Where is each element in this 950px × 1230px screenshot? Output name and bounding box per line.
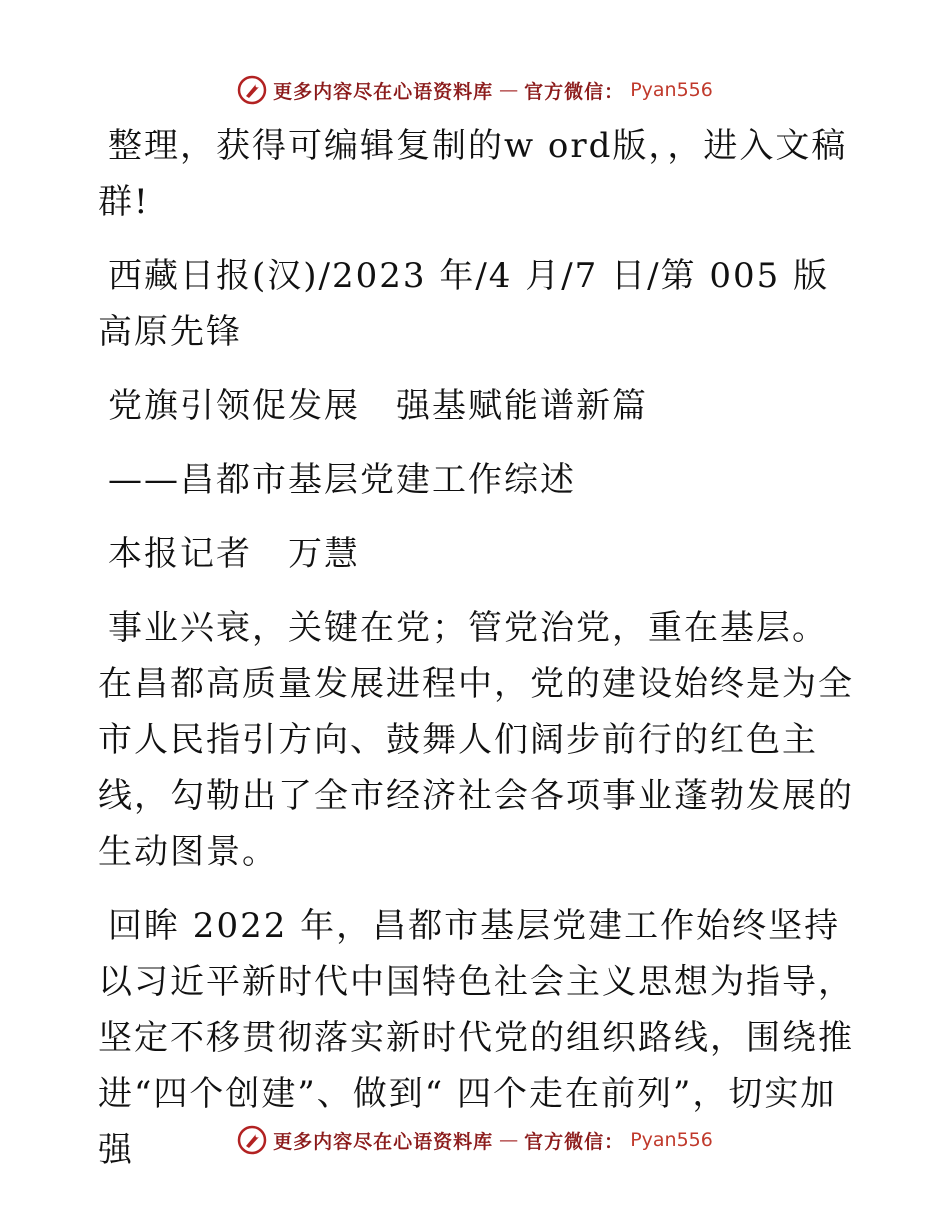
banner-wechat-label: 官方微信： (524, 80, 625, 103)
paragraph-source: 西藏日报(汉)/2023 年/4 月/7 日/第 005 版高原先锋 (98, 256, 830, 352)
article-title: 党旗引领促发展 强基赋能谱新篇 (108, 386, 648, 426)
banner-separator: — (499, 79, 519, 101)
banner-separator: — (499, 1129, 519, 1151)
paragraph-body-1: 事业兴衰，关键在党；管党治党，重在基层。在昌都高质量发展进程中，党的建设始终是为全市人民指引方向、鼓舞人们阔步前行的红色主线，勾勒出了全市经济社会各项事业蓬勃发展的生动图景。 (98, 608, 854, 872)
article-byline: 本报记者 万慧 (108, 534, 360, 574)
pen-circle-logo-icon (237, 75, 267, 105)
header-banner (0, 70, 950, 110)
paragraph-intro: 整理，获得可编辑复制的w ord版，，进入文稿群! (98, 126, 848, 222)
banner-text: 更多内容尽在心语资料库 (273, 80, 494, 103)
banner-text: 更多内容尽在心语资料库 (273, 1130, 494, 1153)
banner-wechat-id: Pyan556 (630, 79, 713, 101)
pen-circle-logo-icon (237, 1125, 267, 1155)
paragraph-body-2: 回眸 2022 年，昌都市基层党建工作始终坚持以习近平新时代中国特色社会主义思想为指导，坚定不移贯彻落实新时代党的组织路线，围绕推进“四个创建”、做到“ 四个走在前列”，切实加强 (98, 906, 854, 1170)
footer-banner (0, 1120, 950, 1160)
article-subtitle: ——昌都市基层党建工作综述 (108, 460, 576, 500)
banner-wechat-label: 官方微信： (524, 1130, 625, 1153)
document-body (98, 118, 858, 1196)
banner-wechat-id: Pyan556 (630, 1129, 713, 1151)
